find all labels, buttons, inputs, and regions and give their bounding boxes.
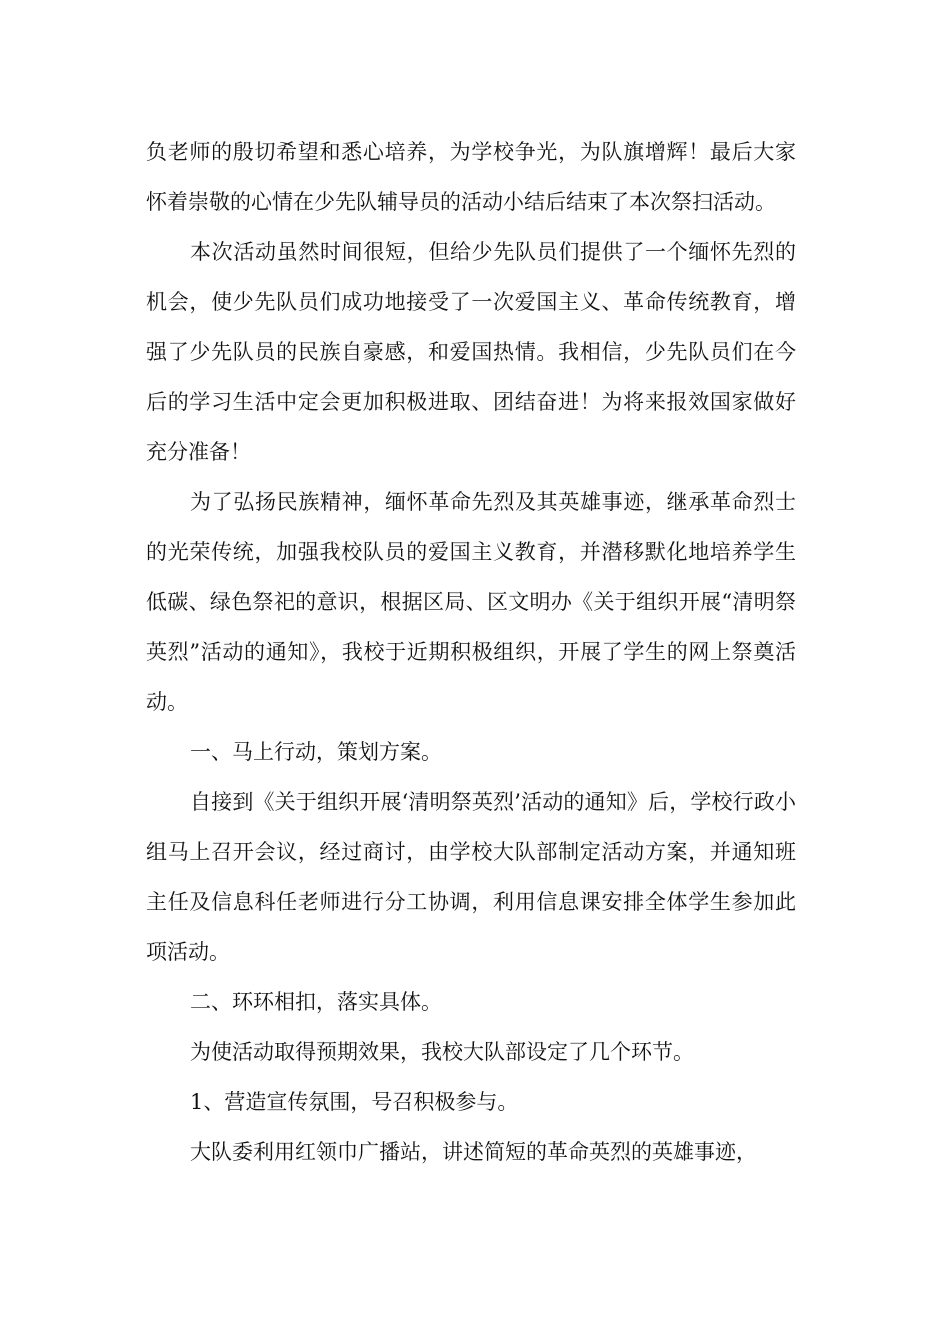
section-heading-2: 二、环环相扣，落实具体。	[190, 990, 442, 1014]
paragraph-4: 自接到《关于组织开展‘清明祭英烈’活动的通知》后，学校行政小组马上召开会议，经过商讨，由学校大队部制定活动方案，并通知班主任及信息科任老师进行分工协调，利用信息课安排全体学生参加此项活动。	[146, 790, 796, 964]
paragraph-1: 负老师的殷切希望和悉心培养，为学校争光，为队旗增辉！最后大家怀着崇敬的心情在少先队辅导员的活动小结后结束了本次祭扫活动。	[146, 140, 796, 214]
paragraph-6: 大队委利用红领巾广播站，讲述简短的革命英烈的英雄事迹，	[190, 1140, 757, 1164]
subsection-heading-1: 1、营造宣传氛围，号召积极参与。	[190, 1090, 519, 1114]
document-page	[146, 127, 796, 1177]
section-heading-1: 一、马上行动，策划方案。	[190, 740, 442, 764]
paragraph-2: 本次活动虽然时间很短，但给少先队员们提供了一个缅怀先烈的机会，使少先队员们成功地接受了一次爱国主义、革命传统教育，增强了少先队员的民族自豪感，和爱国热情。我相信，少先队员们在今后的学习生活中定会更加积极进取、团结奋进！为将来报效国家做好充分准备！	[146, 240, 796, 464]
paragraph-5: 为使活动取得预期效果，我校大队部设定了几个环节。	[190, 1040, 694, 1064]
paragraph-3: 为了弘扬民族精神，缅怀革命先烈及其英雄事迹，继承革命烈士的光荣传统，加强我校队员的爱国主义教育，并潜移默化地培养学生低碳、绿色祭祀的意识，根据区局、区文明办《关于组织开展“清明祭英烈”活动的通知》，我校于近期积极组织，开展了学生的网上祭奠活动。	[146, 490, 796, 714]
